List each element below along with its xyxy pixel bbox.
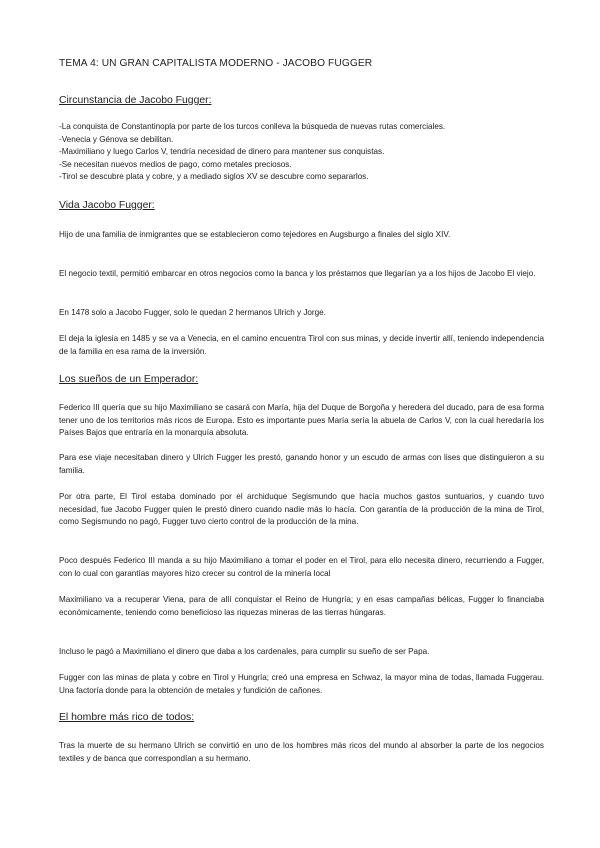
- list-item: -La conquista de Constantinopla por parte de los turcos conlleva la búsqueda de nuevas rutas comerciales.: [59, 122, 446, 131]
- list-item: -Maximiliano y luego Carlos V, tendría necesidad de dinero para mantener sus conquistas.: [59, 147, 385, 157]
- paragraph: El deja la iglesia en 1485 y se va a Venecia, en el camino encuentra Tirol con sus minas, y decide invertir allí, teniendo independencia de la familia en esa rama de la inversión.: [59, 334, 544, 356]
- paragraph: Hijo de una familia de inmigrantes que se establecieron como tejedores en Augsburgo a finales del siglo XIV.: [59, 230, 451, 239]
- list-item: -Venecia y Génova se debilitan.: [59, 134, 174, 144]
- paragraph: Incluso le pagó a Maximiliano el dinero que daba a los cardenales, para cumplir su sueño de ser Papa.: [59, 647, 430, 656]
- paragraph: Por otra parte, El Tirol estaba dominado por el archiduque Segismundo que hacía muchos gastos suntuarios, y cuando tuvo necesidad, fue Jacobo Fugger quien le prestó dinero cuando nadie más lo hacía. Con garantía de la producción de la mina de Tirol, como Segismundo no pagó, Fugger tuvo cierto control de la producción de la mina.: [59, 492, 544, 526]
- paragraph: Maximiliano va a recuperar Viena, para de allí conquistar el Reino de Hungría; y en esas campañas bélicas, Fugger lo financiaba económicamente, teniendo como beneficioso las riquezas mineras de las tierras húngaras.: [59, 595, 544, 617]
- paragraph: Para ese viaje necesitaban dinero y Ulrich Fugger les prestó, ganando honor y un escudo de armas con lises que distinguieron a su familia.: [59, 453, 544, 475]
- circunstancia-list: [59, 121, 544, 184]
- section-heading-hombre-mas-rico: El hombre más rico de todos:: [59, 712, 195, 723]
- section-heading-suenos: Los sueños de un Emperador:: [59, 374, 199, 385]
- section-heading-circunstancia: Circunstancia de Jacobo Fugger:: [59, 95, 212, 106]
- paragraph: Fugger con las minas de plata y cobre en Tirol y Hungría; creó una empresa en Schwaz, la mayor mina de todas, llamada Fuggerau. Una factoría donde para la obtención de metales y fundición de cañones.: [59, 673, 544, 695]
- paragraph: El negocio textil, permitió embarcar en otros negocios como la banca y los préstamos que llegarían ya a los hijos de Jacobo El viejo.: [59, 269, 536, 278]
- section-heading-vida: Vida Jacobo Fugger:: [59, 200, 155, 211]
- paragraph: En 1478 solo a Jacobo Fugger, solo le quedan 2 hermanos Ulrich y Jorge.: [59, 308, 326, 317]
- paragraph: Tras la muerte de su hermano Ulrich se convirtió en uno de los hombres más ricos del mundo al absorber la parte de los negocios textiles y de banca que correspondían a su hermano.: [59, 741, 544, 763]
- document-title: TEMA 4: UN GRAN CAPITALISTA MODERNO - JACOBO FUGGER: [59, 58, 373, 69]
- paragraph: Federico III quería que su hijo Maximiliano se casará con María, hija del Duque de Borgoña y heredera del ducado, para de esa forma tener uno de los territorios más ricos de Europa. Esto es importante pues María sería la abuela de Carlos V, con la cual heredaría los Países Bajos que entraría en la monarquía absoluta.: [59, 403, 544, 437]
- list-item: -Tirol se descubre plata y cobre, y a mediado siglos XV se descubre como separarlos.: [59, 172, 369, 182]
- list-item: -Se necesitan nuevos medios de pago, como metales preciosos.: [59, 159, 292, 169]
- paragraph: Poco después Federico III manda a su hijo Maximiliano a tomar el poder en el Tirol, para ello necesita dinero, recurriendo a Fugger, con lo cual con garantías mayores hizo crecer su control de la minería local: [59, 556, 544, 578]
